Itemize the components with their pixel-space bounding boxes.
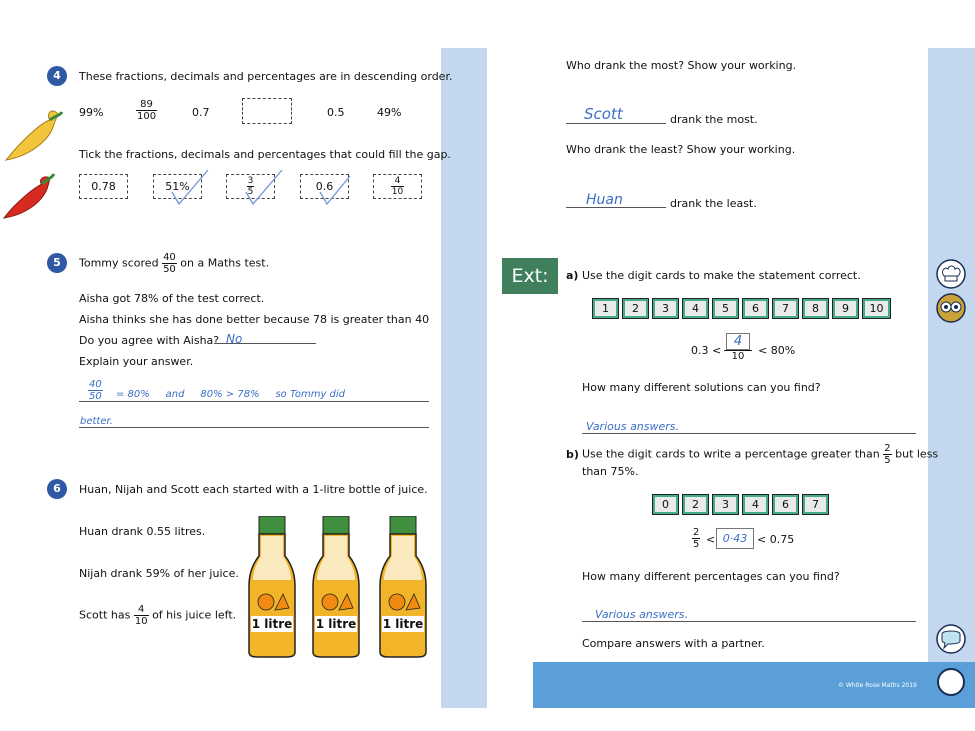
- card-a-2-label: 2: [625, 301, 646, 316]
- part-b-num: 2: [884, 443, 891, 454]
- stmt-answer: 4: [733, 334, 743, 349]
- q6-scott: [79, 604, 236, 627]
- part-b-text-c: than 75%.: [582, 465, 639, 478]
- agree-answer: No: [226, 332, 243, 346]
- card-b-2[interactable]: [682, 494, 709, 515]
- q4-intro: These fractions, decimals and percentages are in descending order.: [79, 70, 453, 83]
- option-5-num: 4: [391, 176, 404, 187]
- option-4-label: 0.6: [315, 180, 334, 193]
- card-a-5-label: 5: [715, 301, 736, 316]
- most-text: drank the most.: [670, 113, 758, 126]
- white-rose-logo: [937, 668, 965, 696]
- stmt-den: 10: [731, 351, 745, 362]
- card-a-8-label: 8: [805, 301, 826, 316]
- answer-a: Various answers.: [586, 420, 680, 433]
- q6-nijah: Nijah drank 59% of her juice.: [79, 567, 239, 580]
- q5-score-num: 40: [163, 252, 176, 263]
- question-6-number: 6: [47, 479, 67, 499]
- q6-scott-a: Scott has: [79, 608, 131, 622]
- ineq-answer: 0·43: [722, 532, 748, 545]
- seq-value-5: 0.5: [327, 106, 345, 119]
- gap-box: [242, 98, 292, 124]
- card-a-3-label: 3: [655, 301, 676, 316]
- part-b-den: 5: [884, 455, 891, 466]
- least-question: Who drank the least? Show your working.: [566, 143, 796, 156]
- card-b-6-label: 6: [775, 497, 796, 512]
- part-a-text: Use the digit cards to make the statement correct.: [582, 269, 861, 282]
- most-answer-line[interactable]: [566, 123, 666, 124]
- q6-scott-num: 4: [134, 604, 149, 616]
- card-a-1[interactable]: [592, 298, 619, 319]
- card-a-3[interactable]: [652, 298, 679, 319]
- how-many-b: How many different percentages can you find?: [582, 570, 840, 583]
- bottle-2-label: 1 litre: [315, 617, 357, 631]
- chef-hat-icon: [936, 259, 966, 289]
- tick-mark-3: [246, 170, 282, 204]
- q5-line1: Aisha got 78% of the test correct.: [79, 292, 265, 305]
- part-b-text-b: but less: [895, 447, 939, 461]
- least-text: drank the least.: [670, 197, 757, 210]
- card-a-9-label: 9: [835, 301, 856, 316]
- q5-line4: Explain your answer.: [79, 355, 194, 368]
- tick-mark-2: [172, 170, 208, 204]
- ineq-fraction: [692, 527, 700, 550]
- card-a-6-label: 6: [745, 301, 766, 316]
- juice-bottle-3: [378, 516, 428, 658]
- q6-huan: Huan drank 0.55 litres.: [79, 525, 206, 538]
- question-4-number: 4: [47, 66, 67, 86]
- card-a-10[interactable]: [862, 298, 891, 319]
- card-a-7[interactable]: [772, 298, 799, 319]
- card-a-4[interactable]: [682, 298, 709, 319]
- card-b-6[interactable]: [772, 494, 799, 515]
- how-many-a: How many different solutions can you find?: [582, 381, 821, 394]
- card-a-2[interactable]: [622, 298, 649, 319]
- q5-hand-num: 40: [89, 379, 102, 390]
- part-b-text-a: Use the digit cards to write a percentage greater than: [582, 447, 880, 461]
- least-answer: Huan: [586, 192, 623, 208]
- q5-score-den: 50: [163, 264, 176, 275]
- card-b-7-label: 7: [805, 497, 826, 512]
- stmt-left: 0.3 <: [691, 344, 722, 357]
- q5-line3: Do you agree with Aisha?: [79, 334, 220, 347]
- tick-marks: [150, 166, 360, 210]
- card-a-4-label: 4: [685, 301, 706, 316]
- seq-value-3: 0.7: [192, 106, 210, 119]
- option-2-label: 51%: [165, 180, 190, 193]
- card-b-0[interactable]: [652, 494, 679, 515]
- q6-scott-b: of his juice left.: [152, 608, 237, 622]
- seq-fraction-den: 100: [137, 111, 157, 122]
- ineq-num: 2: [693, 527, 700, 538]
- chilli-yellow-icon: [0, 106, 64, 166]
- stmt-answer-box[interactable]: [726, 333, 750, 350]
- q5-working-fraction: [88, 379, 103, 402]
- card-b-4[interactable]: [742, 494, 769, 515]
- working-line-2[interactable]: [79, 427, 429, 428]
- q5-intro-b: on a Maths test.: [180, 256, 270, 270]
- q5-working-line2: better.: [80, 416, 113, 427]
- bottle-3-label: 1 litre: [382, 617, 424, 631]
- q6-scott-den: 10: [134, 616, 148, 627]
- answer-b-line[interactable]: [582, 621, 916, 622]
- speech-bubble-icon: [936, 624, 966, 654]
- left-margin-stripe: [441, 48, 487, 708]
- most-question: Who drank the most? Show your working.: [566, 59, 797, 72]
- seq-value-1: 99%: [79, 106, 104, 119]
- card-a-9[interactable]: [832, 298, 859, 319]
- part-b-label: b): [566, 448, 579, 461]
- ineq-answer-box[interactable]: [716, 528, 754, 549]
- q5-intro: [79, 252, 269, 275]
- card-a-10-label: 10: [865, 301, 888, 316]
- least-answer-line[interactable]: [566, 207, 666, 208]
- option-1-label: 0.78: [91, 180, 116, 193]
- q5-intro-a: Tommy scored: [79, 256, 159, 270]
- card-b-3-label: 3: [715, 497, 736, 512]
- q5-working-line1: = 80% and 80% > 78% so Tommy did: [116, 389, 346, 400]
- card-a-8[interactable]: [802, 298, 829, 319]
- ineq-lt: <: [706, 533, 716, 546]
- card-b-0-label: 0: [655, 497, 676, 512]
- ineq-den: 5: [693, 539, 700, 550]
- answer-a-line[interactable]: [582, 433, 916, 434]
- chilli-red-icon: [0, 172, 58, 222]
- part-b-text: [582, 443, 938, 466]
- q6-intro: Huan, Nijah and Scott each started with a 1-litre bottle of juice.: [79, 483, 428, 496]
- ext-badge: Ext:: [502, 258, 558, 294]
- option-5-den: 10: [391, 187, 404, 197]
- option-3-num: 3: [247, 176, 254, 186]
- right-margin-stripe: [928, 48, 975, 662]
- part-a-label: a): [566, 269, 579, 282]
- card-a-1-label: 1: [595, 301, 616, 316]
- card-a-7-label: 7: [775, 301, 796, 316]
- stmt-right: < 80%: [758, 344, 796, 357]
- q5-line2: Aisha thinks she has done better because 78 is greater than 40: [79, 313, 430, 326]
- seq-fraction: [136, 99, 157, 122]
- card-a-6[interactable]: [742, 298, 769, 319]
- working-line-1[interactable]: [79, 401, 429, 402]
- most-answer: Scott: [584, 105, 623, 123]
- card-b-3[interactable]: [712, 494, 739, 515]
- tick-mark-4: [320, 176, 350, 204]
- q5-hand-den: 50: [89, 391, 102, 402]
- bottle-1-label: 1 litre: [251, 617, 293, 631]
- answer-b: Various answers.: [595, 608, 689, 621]
- juice-bottle-2: [311, 516, 361, 658]
- copyright-text: © White Rose Maths 2019: [838, 682, 917, 689]
- ineq-right: < 0.75: [757, 533, 795, 546]
- seq-value-6: 49%: [377, 106, 402, 119]
- compare-text: Compare answers with a partner.: [582, 637, 765, 650]
- option-box-1[interactable]: [79, 174, 128, 199]
- card-b-4-label: 4: [745, 497, 766, 512]
- question-5-number: 5: [47, 253, 67, 273]
- option-3-den: 5: [247, 187, 254, 197]
- card-b-7[interactable]: [802, 494, 829, 515]
- owl-icon: [936, 293, 966, 323]
- q4-tick-instruction: Tick the fractions, decimals and percentages that could fill the gap.: [79, 148, 451, 161]
- option-box-5[interactable]: [373, 174, 422, 199]
- seq-fraction-num: 89: [136, 99, 157, 111]
- card-b-2-label: 2: [685, 497, 706, 512]
- card-a-5[interactable]: [712, 298, 739, 319]
- juice-bottle-1: [247, 516, 297, 658]
